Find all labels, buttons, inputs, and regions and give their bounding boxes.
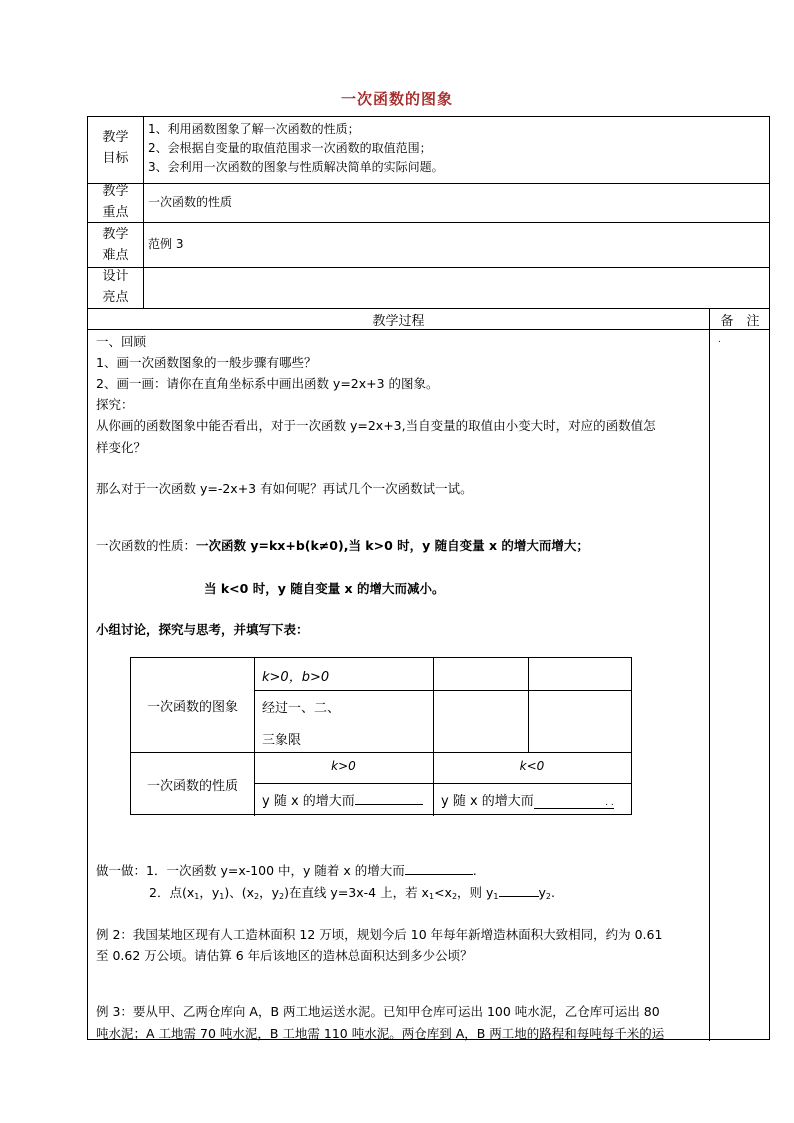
notes-column-divider bbox=[709, 308, 710, 1041]
text: ，则 y bbox=[457, 885, 494, 900]
row-divider bbox=[88, 308, 769, 309]
practice-text: 1．一次函数 y=x-100 中，y 随着 x 的增大而 bbox=[146, 863, 405, 878]
k-negative-answer bbox=[441, 790, 614, 809]
subscript: 1 bbox=[428, 892, 435, 901]
row-divider bbox=[88, 267, 769, 268]
process-header: 教学过程 bbox=[372, 314, 425, 329]
text: 2．点(x bbox=[149, 885, 195, 900]
difficulty-label-line1: 教学 bbox=[102, 227, 129, 242]
goal-label bbox=[88, 127, 143, 169]
property-statement bbox=[96, 536, 589, 554]
answer-prompt: y 随 x 的增大而 bbox=[441, 794, 534, 809]
notes-header: 备 注 bbox=[720, 314, 760, 329]
subscript: 2 bbox=[253, 892, 260, 901]
key-label-line1: 教学 bbox=[102, 184, 129, 199]
goal-list bbox=[148, 120, 444, 177]
key-label-line2: 重点 bbox=[102, 205, 129, 220]
practice-item bbox=[96, 861, 477, 879]
row-divider bbox=[88, 329, 769, 330]
answer-prompt: y 随 x 的增大而 bbox=[262, 794, 355, 809]
example-2-line: 例 2：我国某地区现有人工造林面积 12 万顷，规划今后 10 年每年新增造林面积大致相同，约为 0.61 bbox=[96, 927, 663, 942]
difficulty-text: 范例 3 bbox=[148, 237, 184, 251]
inner-col-divider bbox=[254, 658, 255, 816]
property-increase: 一次函数 y=kx+b(k≠0),当 k>0 时，y 随自变量 x 的增大而增大； bbox=[196, 538, 589, 553]
goal-label-line2: 目标 bbox=[102, 151, 129, 166]
subscript: 1 bbox=[219, 892, 225, 901]
design-label-line1: 设计 bbox=[102, 269, 129, 284]
inner-col-divider bbox=[528, 658, 529, 752]
inner-row-divider bbox=[131, 752, 631, 753]
practice-item bbox=[149, 883, 555, 901]
design-label bbox=[88, 266, 143, 308]
design-label-line2: 亮点 bbox=[102, 290, 129, 305]
group-discussion: 小组讨论，探究与思考，并填写下表： bbox=[96, 622, 309, 637]
practice-blank[interactable] bbox=[405, 874, 473, 875]
subscript: 2 bbox=[545, 892, 551, 901]
condition-cell: k>0，b>0 bbox=[262, 670, 330, 685]
k-negative-header: k<0 bbox=[519, 759, 545, 773]
row-divider bbox=[88, 222, 769, 223]
answer-dots: . . bbox=[605, 798, 614, 808]
inner-row-divider bbox=[254, 690, 631, 691]
difficulty-label bbox=[88, 224, 143, 266]
example-3-line: 例 3：要从甲、乙两仓库向 A，B 两工地运送水泥。已知甲仓库可运出 100 吨水泥，乙仓库可运出 80 bbox=[96, 1004, 660, 1019]
text: ，y bbox=[199, 885, 220, 900]
graph-row-label: 一次函数的图象 bbox=[146, 700, 238, 715]
subscript: 1 bbox=[194, 892, 200, 901]
example-2-line: 至 0.62 万公顷。请估算 6 年后该地区的造林总面积达到多少公顷？ bbox=[96, 948, 473, 963]
property-table bbox=[130, 657, 632, 815]
text: ，y bbox=[259, 885, 279, 900]
practice-prefix: 做一做： bbox=[96, 863, 147, 878]
review-heading: 一、回顾 bbox=[96, 334, 147, 349]
goal-item: 1、利用函数图象了解一次函数的性质； bbox=[148, 122, 360, 136]
inner-col-divider bbox=[433, 658, 434, 816]
row-divider bbox=[88, 183, 769, 184]
practice-blank[interactable] bbox=[499, 896, 539, 897]
quadrant-text: 经过一、二、 bbox=[262, 701, 341, 716]
goal-label-line1: 教学 bbox=[102, 130, 129, 145]
explore-question: 从你画的函数图象中能否看出，对于一次函数 y=2x+3,当自变量的取值由小变大时，对应的函数值怎 bbox=[96, 418, 656, 433]
key-label bbox=[88, 181, 143, 223]
key-text: 一次函数的性质 bbox=[148, 195, 233, 209]
page-title: 一次函数的图象 bbox=[340, 90, 453, 108]
property-decrease: 当 k<0 时，y 随自变量 x 的增大而减小。 bbox=[204, 581, 445, 596]
label-column-divider bbox=[143, 117, 144, 308]
subscript: 1 bbox=[493, 892, 499, 901]
explore-label: 探究： bbox=[96, 397, 134, 412]
answer-blank[interactable] bbox=[355, 804, 423, 805]
text: )在直线 y=3x-4 上，若 x bbox=[284, 885, 429, 900]
k-positive-answer bbox=[262, 790, 423, 809]
text: )、(x bbox=[224, 885, 254, 900]
subscript: 2 bbox=[451, 892, 458, 901]
difficulty-label-line2: 难点 bbox=[102, 248, 129, 263]
example-3-line: 吨水泥；A 工地需 70 吨水泥，B 工地需 110 吨水泥。两仓库到 A，B 两工地的路程和每吨每千米的运 bbox=[96, 1026, 665, 1041]
subscript: 2 bbox=[278, 892, 285, 901]
k-positive-header: k>0 bbox=[331, 759, 356, 773]
lesson-plan-table bbox=[87, 116, 770, 1040]
notes-mark: . bbox=[718, 335, 721, 345]
review-question: 2、画一画：请你在直角坐标系中画出函数 y=2x+3 的图象。 bbox=[96, 376, 439, 391]
practice-end: . bbox=[472, 863, 477, 878]
quadrant-text-cont: 三象限 bbox=[262, 733, 302, 748]
inner-row-divider bbox=[254, 783, 631, 784]
text: . bbox=[551, 885, 555, 900]
goal-item: 3、会利用一次函数的图象与性质解决简单的实际问题。 bbox=[148, 160, 444, 174]
property-row-label: 一次函数的性质 bbox=[146, 779, 238, 794]
property-prefix: 一次函数的性质： bbox=[96, 538, 197, 553]
review-question: 1、画一次函数图象的一般步骤有哪些？ bbox=[96, 355, 317, 370]
explore-question: 那么对于一次函数 y=-2x+3 有如何呢？再试几个一次函数试一试。 bbox=[96, 481, 473, 496]
text: y bbox=[538, 885, 546, 900]
goal-item: 2、会根据自变量的取值范围求一次函数的取值范围； bbox=[148, 141, 432, 155]
answer-blank[interactable] bbox=[534, 798, 614, 809]
explore-question-cont: 样变化？ bbox=[96, 440, 147, 455]
text: <x bbox=[434, 885, 452, 900]
